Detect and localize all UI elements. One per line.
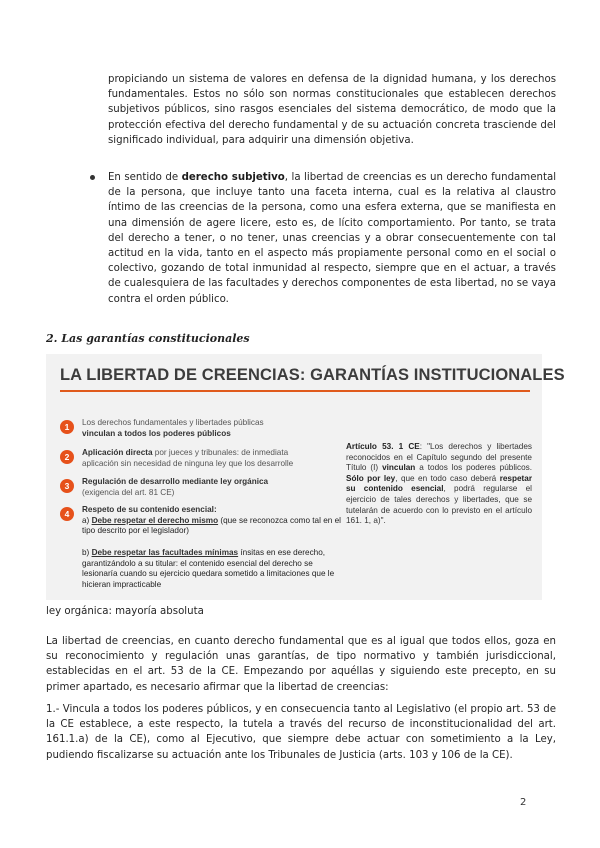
bullet-bold-term: derecho subjetivo bbox=[181, 172, 285, 183]
article-quote bbox=[346, 442, 532, 527]
article-p1: : "Los derechos y libertades reconocidos en el Capítulo segundo del presente Título (I) bbox=[346, 442, 532, 473]
number-badge-2: 2 bbox=[60, 450, 74, 464]
article-p2: a todos los poderes públicos. bbox=[415, 463, 532, 473]
bullet-icon bbox=[90, 175, 95, 180]
slide-item-4 bbox=[82, 505, 342, 537]
number-badge-4: 4 bbox=[60, 507, 74, 521]
slide-item-1 bbox=[82, 418, 342, 439]
slide-item-4b-underlined: Debe respetar las facultades mínimas bbox=[91, 548, 239, 557]
article-p3: , que en todo caso deberá bbox=[395, 473, 500, 483]
slide-item-2-line1: por jueces y tribunales: de inmediata bbox=[152, 448, 289, 457]
slide-item-4b bbox=[82, 548, 342, 590]
slide-item-2-line2: aplicación sin necesidad de ninguna ley que los desarrolle bbox=[82, 458, 294, 468]
bullet-lead: En sentido de bbox=[108, 172, 182, 183]
slide-item-2 bbox=[82, 448, 342, 469]
page-number: 2 bbox=[520, 797, 527, 808]
slide-item-4-line1: Respeto de su contenido esencial: bbox=[82, 505, 217, 514]
slide-item-1-line2: vinculan a todos los poderes públicos bbox=[82, 428, 231, 438]
bullet-text: , la libertad de creencias es un derecho fundamental de la persona, que incluye tanto una faceta interna, cual es la relativa al claustro íntimo de las creencias de la persona, como una esfera externa, que se manifiesta en una dimensión de agere licere, esto es, de lícito comportamiento. Por tanto, se trata del derecho a tener, o no tener, unas creencias y a obrar consecuentemente con tal actitud en la vida, tanto en el aspecto más propiamente personal como en el social o colectivo, gozando de total inmunidad al respecto, siempre que en el actuar, a través de cualesquiera de las facultades y derechos componentes de esta libertad, no se vaya contra el orden público. bbox=[108, 172, 557, 305]
slide-item-4a-underlined: Debe respetar el derecho mismo bbox=[91, 515, 219, 525]
number-badge-3: 3 bbox=[60, 479, 74, 493]
bullet-paragraph bbox=[108, 170, 556, 307]
intro-paragraph: propiciando un sistema de valores en defensa de la dignidad humana, y los derechos fundamentales. Estos no sólo son normas constitucionales que establecen derechos subjetivos públicos, sino rasgos esenciales del sistema democrático, de modo que la protección efectiva del derecho fundamental y de su actuación concreta trasciende del significado individual, para adquirir una dimensión objetiva. bbox=[108, 74, 556, 146]
slide-image bbox=[46, 354, 565, 600]
article-ref: Artículo 53. 1 CE bbox=[346, 442, 420, 451]
slide-item-4a-rest: (que se reconozca como tal en el tipo descrito por el legislador) bbox=[82, 515, 341, 535]
article-p4: , podrá regularse el ejercicio de tales derechos y libertades, que se tutelarán de acuerdo con lo previsto en el artículo 161. 1, a)". bbox=[346, 484, 532, 526]
number-badge-1: 1 bbox=[60, 420, 74, 434]
slide-item-2-head: Aplicación directa bbox=[82, 448, 153, 457]
slide-title-rule bbox=[60, 390, 530, 392]
paragraph-one: 1.- Vincula a todos los poderes públicos, y en consecuencia tanto al Legislativo (el propio art. 53 de la CE establece, a este respecto, la tutela a través del recurso de inconstitucionalidad del art. 161.1.a) de la CE), como al Ejecutivo, que siempre debe actuar con sometimiento a la Ley, pudiendo fiscalizarse su actuación ante los Tribunales de Justicia (arts. 103 y 106 de la CE). bbox=[46, 704, 556, 761]
slide-item-4a bbox=[82, 516, 341, 536]
section-heading: 2. Las garantías constitucionales bbox=[46, 332, 250, 345]
slide-item-4b-prefix: b) bbox=[82, 548, 92, 557]
article-b3: respetar su contenido esencial bbox=[346, 473, 533, 494]
slide-caption: ley orgánica: mayoría absoluta bbox=[46, 606, 204, 617]
slide-item-3-line2: (exigencia del art. 81 CE) bbox=[82, 487, 175, 497]
slide-item-4a-prefix: a) bbox=[82, 515, 92, 525]
bullet-item bbox=[108, 170, 556, 307]
article-b2: Sólo por ley bbox=[346, 473, 396, 483]
slide-item-1-line1: Los derechos fundamentales y libertades públicas bbox=[82, 418, 264, 427]
slide-item-4b-rest: ínsitas en ese derecho, garantizándolo a su titular: el contenido esencial del derecho se lesionaría cuando su ejercicio quedara sometido a limitaciones que le hicieran impracticable bbox=[82, 548, 335, 589]
paragraph-libertad: La libertad de creencias, en cuanto derecho fundamental que es al igual que todos ellos, goza en su reconocimiento y regulación unas garantías, de tipo normativo y también jurisdiccional, establecidas en el art. 53 de la CE. Empezando por aquéllas y siguiendo este precepto, en su primer apartado, es necesario afirmar que la libertad de creencias: bbox=[46, 636, 556, 693]
article-b1: vinculan bbox=[382, 463, 416, 473]
slide-item-3-line1: Regulación de desarrollo mediante ley orgánica bbox=[82, 477, 269, 486]
slide-item-3 bbox=[82, 477, 342, 498]
slide-title: LA LIBERTAD DE CREENCIAS: GARANTÍAS INSTITUCIONALES bbox=[60, 366, 565, 384]
